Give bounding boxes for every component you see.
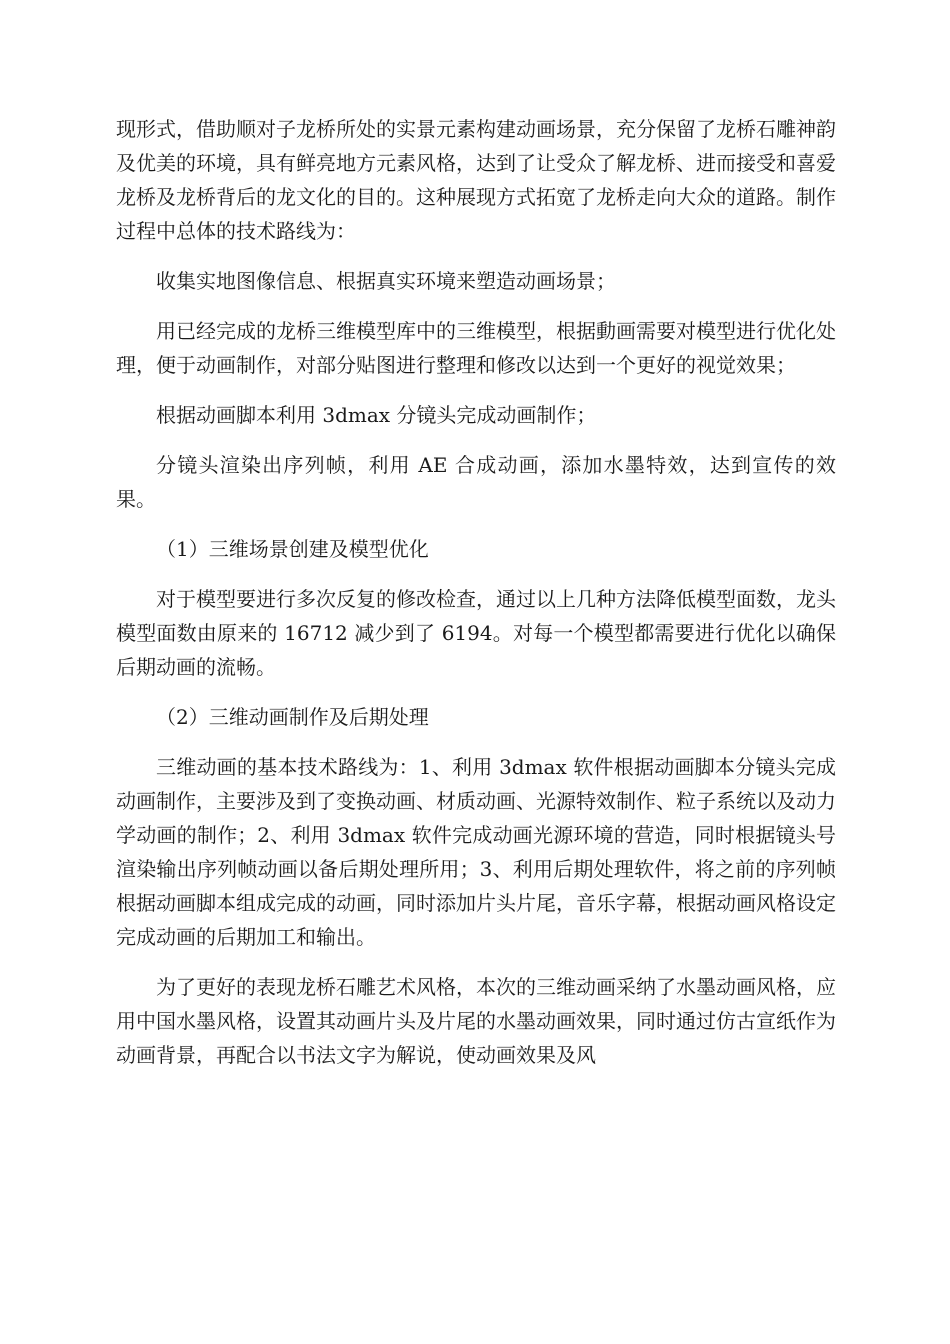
paragraph-ink-style: 为了更好的表现龙桥石雕艺术风格，本次的三维动画采纳了水墨动画风格，应用中国水墨风格，设置其动画片头及片尾的水墨动画效果，同时通过仿古宣纸作为动画背景，再配合以书法文字为解说，使动画效果及风: [116, 975, 836, 1067]
paragraph-3dmax-animation: 根据动画脚本利用 3dmax 分镜头完成动画制作；: [156, 403, 597, 427]
paragraph-technical-route: 三维动画的基本技术路线为：1、利用 3dmax 软件根据动画脚本分镜头完成动画制作，主要涉及到了变换动画、材质动画、光源特效制作、粒子系统以及动力学动画的制作；2、利用 3dmax 软件完成动画光源环境的营造，同时根据镜头号渲染输出序列帧动画以备后期处理所用；3、利用后期处理软件，将之前的序列帧根据动画脚本组成完成的动画，同时添加片头片尾，音乐字幕，根据动画风格设定完成动画的后期加工和输出。: [116, 755, 836, 949]
document-page: [116, 112, 836, 1088]
paragraph-ae-compositing: 分镜头渲染出序列帧，利用 AE 合成动画，添加水墨特效，达到宣传的效果。: [116, 453, 836, 511]
section-heading-2: （2）三维动画制作及后期处理: [156, 705, 429, 729]
paragraph-face-reduction: 对于模型要进行多次反复的修改检查，通过以上几种方法降低模型面数，龙头模型面数由原来的 16712 减少到了 6194。对每一个模型都需要进行优化以确保后期动画的流畅。: [116, 587, 836, 679]
section-heading-1: （1）三维场景创建及模型优化: [156, 537, 429, 561]
paragraph-model-optimization: 用已经完成的龙桥三维模型库中的三维模型，根据動画需要对模型进行优化处理，便于动画制作，对部分贴图进行整理和修改以达到一个更好的视觉效果；: [116, 319, 836, 377]
paragraph-continuation: 现形式，借助顺对子龙桥所处的实景元素构建动画场景，充分保留了龙桥石雕神韵及优美的环境，具有鲜亮地方元素风格，达到了让受众了解龙桥、进而接受和喜爱龙桥及龙桥背后的龙文化的目的。这种展现方式拓宽了龙桥走向大众的道路。制作过程中总体的技术路线为：: [116, 117, 836, 243]
paragraph-collect-images: 收集实地图像信息、根据真实环境来塑造动画场景；: [156, 269, 616, 293]
